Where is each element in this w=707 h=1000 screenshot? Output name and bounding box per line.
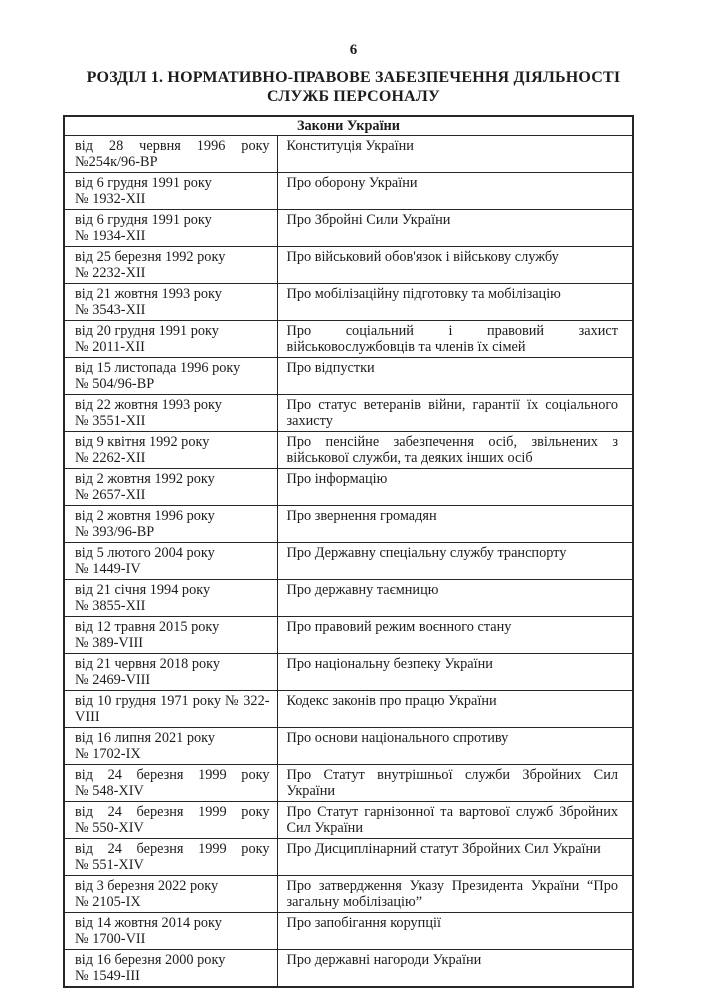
law-title-cell: Про пенсійне забезпечення осіб, звільнених з військової служби, та деяких інших осіб [277, 432, 633, 469]
law-date-line: № 1449-IV [75, 561, 141, 577]
law-title-cell: Про затвердження Указу Президента України “Про загальну мобілізацію” [277, 876, 633, 913]
law-title-cell: Про військовий обов'язок і військову службу [277, 247, 633, 284]
law-date-line: від 21 січня 1994 року [75, 582, 211, 598]
law-title-cell: Про звернення громадян [277, 506, 633, 543]
law-date-cell [64, 284, 277, 321]
table-row [64, 913, 633, 950]
law-date-line: від 6 грудня 1991 року [75, 212, 212, 228]
page-number: 6 [349, 42, 358, 58]
law-title-cell: Про правовий режим воєнного стану [277, 617, 633, 654]
law-date-cell [64, 543, 277, 580]
table-row [64, 395, 633, 432]
law-date-cell [64, 617, 277, 654]
law-date-line: від 12 травня 2015 року [75, 619, 220, 635]
law-date-line: № 2469-VIII [75, 672, 151, 688]
law-title-cell: Про інформацію [277, 469, 633, 506]
table-row [64, 654, 633, 691]
law-date-cell [64, 913, 277, 950]
law-date-cell [64, 136, 277, 173]
table-row [64, 839, 633, 876]
table-row [64, 617, 633, 654]
law-date-line: від 6 грудня 1991 року [75, 175, 212, 191]
law-title-cell: Про державну таємницю [277, 580, 633, 617]
law-date-line: № 2232-XII [75, 265, 146, 281]
law-title-cell: Про Державну спеціальну службу транспорту [277, 543, 633, 580]
law-date-line: № 2657-XII [75, 487, 146, 503]
law-date-line: від 5 лютого 2004 року [75, 545, 215, 561]
table-row [64, 543, 633, 580]
table-row [64, 580, 633, 617]
law-date-line: № 3551-XII [75, 413, 146, 429]
law-title-cell: Про мобілізаційну підготовку та мобілізацію [277, 284, 633, 321]
table-header: Закони України [64, 116, 633, 136]
law-date-line: від 24 березня 1999 року № 551-XIV [75, 841, 270, 873]
law-date-line: від 16 липня 2021 року [75, 730, 216, 746]
law-date-line: № 1932-XII [75, 191, 146, 207]
law-date-line: від 9 квітня 1992 року [75, 434, 210, 450]
law-title-cell: Конституція України [277, 136, 633, 173]
law-title-cell: Про соціальний і правовий захист військовослужбовців та членів їх сімей [277, 321, 633, 358]
law-date-cell [64, 950, 277, 988]
law-date-line: № 3855-XII [75, 598, 146, 614]
law-date-line: від 20 грудня 1991 року [75, 323, 219, 339]
law-title-cell: Про Статут гарнізонної та вартової служб Збройних Сил України [277, 802, 633, 839]
table-header-row [64, 116, 633, 136]
law-date-line: від 24 березня 1999 року № 550-XIV [75, 804, 270, 836]
section-title: РОЗДІЛ 1. НОРМАТИВНО-ПРАВОВЕ ЗАБЕЗПЕЧЕННЯ ДІЯЛЬНОСТІ СЛУЖБ ПЕРСОНАЛУ [86, 69, 621, 105]
table-row [64, 802, 633, 839]
law-date-line: від 14 жовтня 2014 року [75, 915, 222, 931]
laws-table [63, 115, 634, 988]
law-date-line: від 24 березня 1999 року № 548-XIV [75, 767, 270, 799]
law-title-cell: Про національну безпеку України [277, 654, 633, 691]
table-row [64, 247, 633, 284]
table-row [64, 691, 633, 728]
law-date-line: № 1702-IX [75, 746, 141, 762]
table-row [64, 506, 633, 543]
law-title-cell: Про основи національного спротиву [277, 728, 633, 765]
table-row [64, 728, 633, 765]
law-date-cell [64, 654, 277, 691]
law-date-line: від 16 березня 2000 року [75, 952, 226, 968]
law-date-line: № 2262-XII [75, 450, 146, 466]
law-title-cell: Про статус ветеранів війни, гарантії їх соціального захисту [277, 395, 633, 432]
law-title-cell: Про Збройні Сили України [277, 210, 633, 247]
table-row [64, 136, 633, 173]
law-date-line: № 1700-VII [75, 931, 146, 947]
law-date-cell [64, 210, 277, 247]
law-date-line: від 3 березня 2022 року [75, 878, 219, 894]
law-date-line: від 21 червня 2018 року [75, 656, 221, 672]
table-row [64, 469, 633, 506]
law-date-line: № 2011-XII [75, 339, 145, 355]
law-title-cell: Про державні нагороди України [277, 950, 633, 988]
law-date-cell [64, 876, 277, 913]
law-date-line: № 2105-IX [75, 894, 141, 910]
law-date-line: від 22 жовтня 1993 року [75, 397, 222, 413]
law-date-line: № 1934-XII [75, 228, 146, 244]
law-title-cell: Про Дисциплінарний статут Збройних Сил України [277, 839, 633, 876]
law-date-cell [64, 247, 277, 284]
table-row [64, 173, 633, 210]
law-date-cell [64, 395, 277, 432]
law-date-line: від 15 листопада 1996 року [75, 360, 241, 376]
law-title-cell: Про оборону України [277, 173, 633, 210]
law-date-cell [64, 358, 277, 395]
law-title-cell: Про Статут внутрішньої служби Збройних Сил України [277, 765, 633, 802]
law-title-cell: Кодекс законів про працю України [277, 691, 633, 728]
law-date-cell [64, 506, 277, 543]
law-date-line: № 3543-XII [75, 302, 146, 318]
law-date-cell [64, 432, 277, 469]
law-date-line: від 2 жовтня 1992 року [75, 471, 215, 487]
law-date-line: від 2 жовтня 1996 року [75, 508, 215, 524]
law-date-line: № 1549-III [75, 968, 140, 984]
table-row [64, 210, 633, 247]
table-row [64, 876, 633, 913]
law-date-cell [64, 469, 277, 506]
law-date-line: від 10 грудня 1971 року № 322-VIII [75, 693, 270, 725]
law-title-cell: Про відпустки [277, 358, 633, 395]
table-row [64, 765, 633, 802]
law-date-line: від 28 червня 1996 року №254к/96-ВР [75, 138, 270, 170]
table-row [64, 432, 633, 469]
laws-table-body [64, 136, 633, 988]
table-row [64, 950, 633, 988]
law-date-cell [64, 580, 277, 617]
law-date-line: № 389-VIII [75, 635, 144, 651]
law-title-cell: Про запобігання корупції [277, 913, 633, 950]
law-date-cell [64, 802, 277, 839]
law-date-line: від 21 жовтня 1993 року [75, 286, 222, 302]
law-date-cell [64, 728, 277, 765]
table-row [64, 321, 633, 358]
law-date-line: № 504/96-ВР [75, 376, 155, 392]
table-row [64, 284, 633, 321]
law-date-cell [64, 839, 277, 876]
law-date-cell [64, 321, 277, 358]
law-date-cell [64, 173, 277, 210]
table-row [64, 358, 633, 395]
law-date-cell [64, 691, 277, 728]
law-date-line: № 393/96-ВР [75, 524, 155, 540]
law-date-line: від 25 березня 1992 року [75, 249, 226, 265]
law-date-cell [64, 765, 277, 802]
